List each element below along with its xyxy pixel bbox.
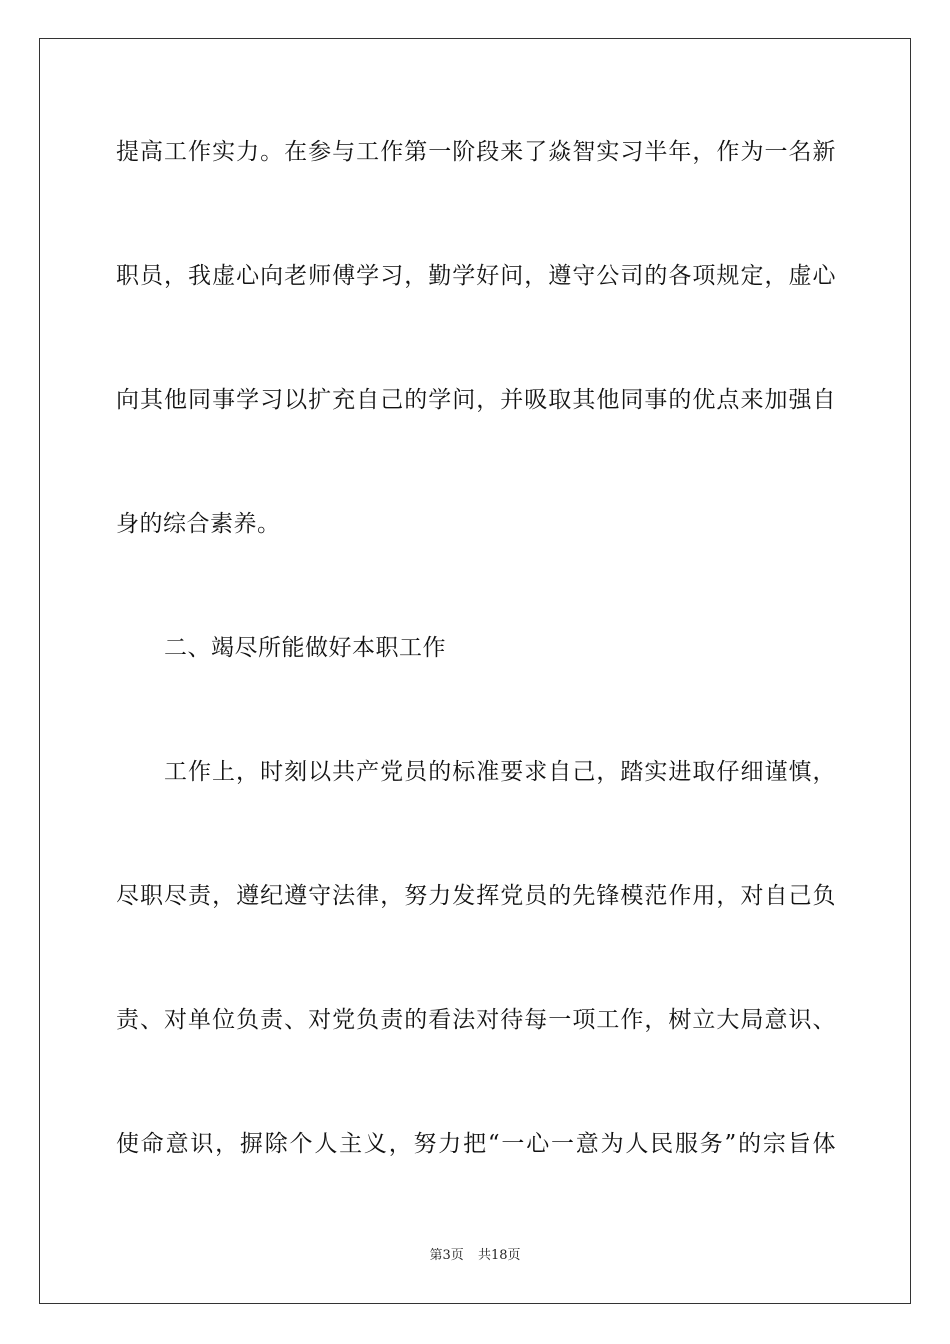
paragraph-line: 向其他同事学习以扩充自己的学问，并吸取其他同事的优点来加强自	[116, 387, 836, 413]
paragraph-line: 工作上，时刻以共产党员的标准要求自己，踏实进取仔细谨慎，	[164, 759, 836, 785]
page-border	[39, 38, 911, 1304]
page-number: 第3页	[429, 1248, 464, 1263]
page-total: 共18页	[477, 1248, 521, 1263]
paragraph-line: 职员，我虚心向老师傅学习，勤学好问，遵守公司的各项规定，虚心	[116, 263, 836, 289]
paragraph-line: 尽职尽责，遵纪遵守法律，努力发挥党员的先锋模范作用，对自己负	[116, 883, 836, 909]
paragraph-line: 身的综合素养。	[116, 511, 281, 537]
page-footer	[0, 1247, 950, 1265]
section-heading: 二、竭尽所能做好本职工作	[164, 635, 446, 661]
paragraph-line: 使命意识，摒除个人主义，努力把“一心一意为人民服务”的宗旨体	[116, 1131, 836, 1157]
paragraph-line: 提高工作实力。在参与工作第一阶段来了焱智实习半年，作为一名新	[116, 139, 836, 165]
paragraph-line: 责、对单位负责、对党负责的看法对待每一项工作，树立大局意识、	[116, 1007, 836, 1033]
